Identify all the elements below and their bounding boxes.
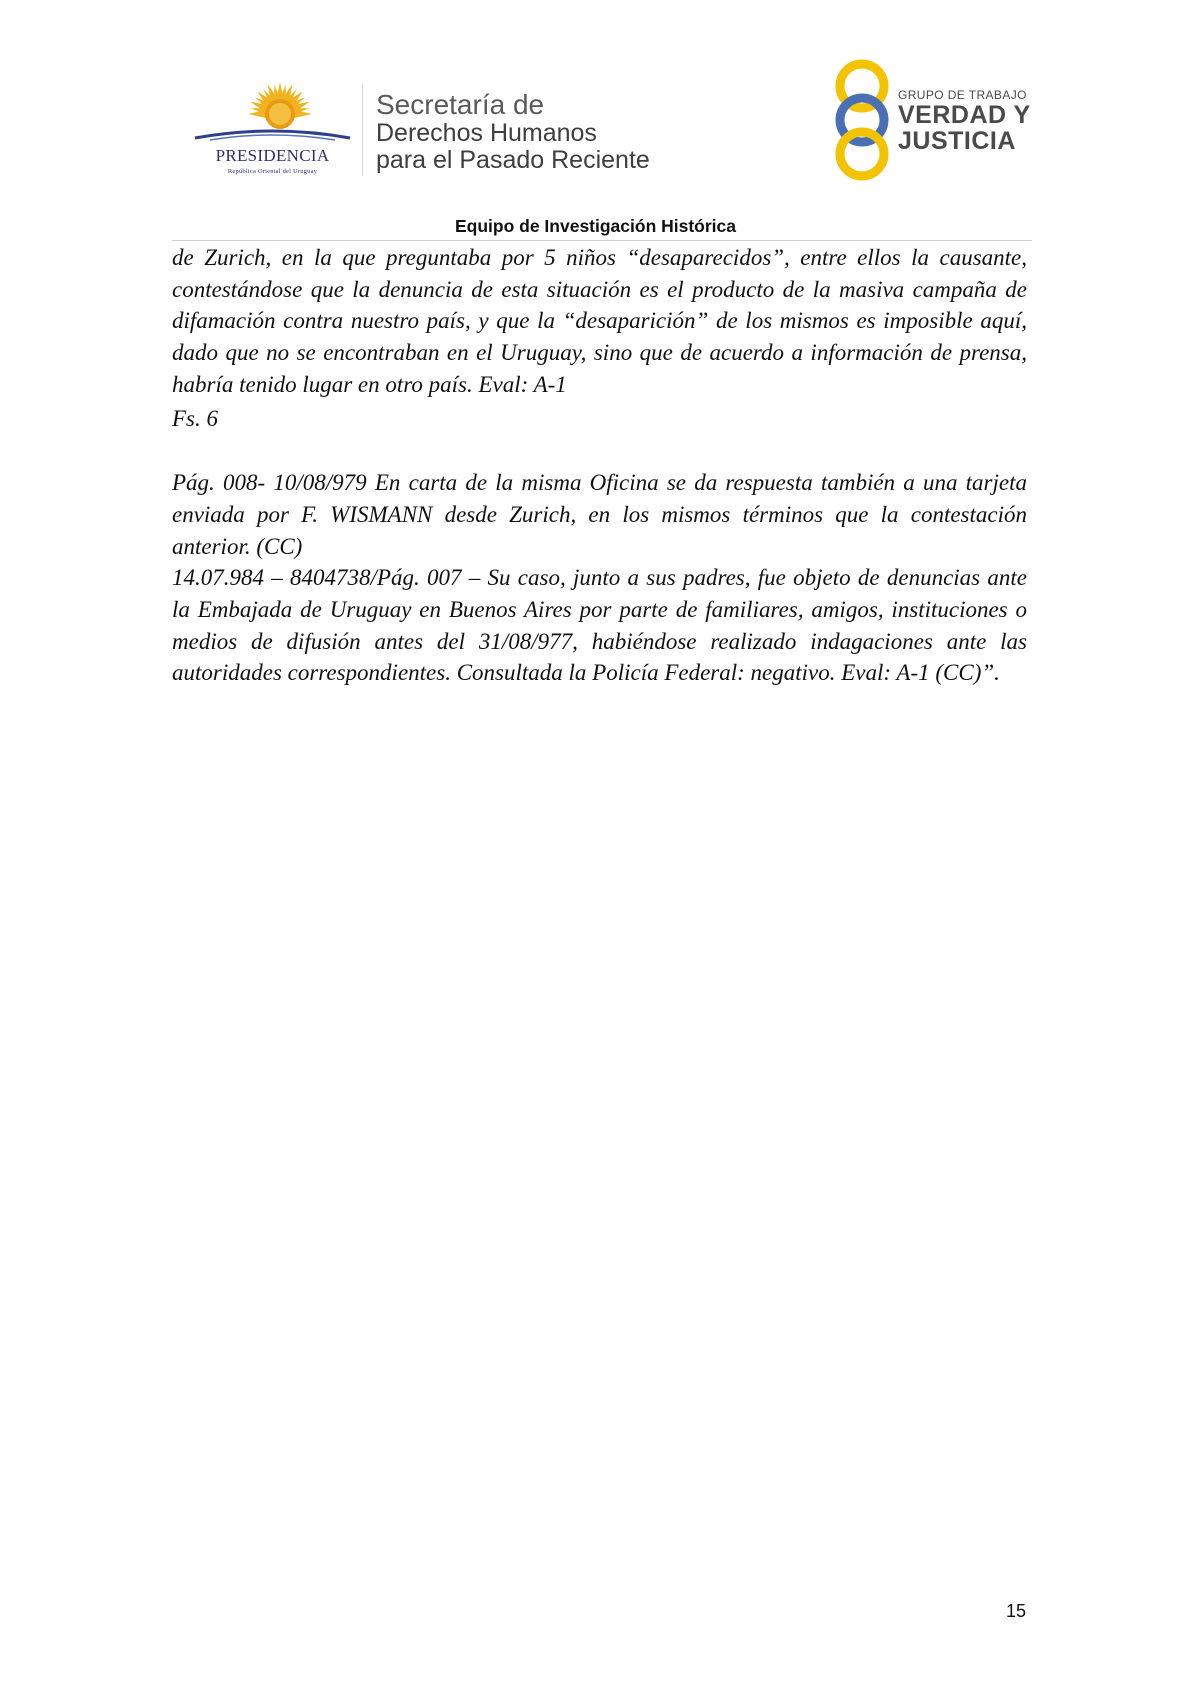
body-paragraph-2: Pág. 008- 10/08/979 En carta de la misma Oficina se da respuesta también a una tarjeta enviada por F. WISMANN desde Zurich, en los mismos términos que la contestación anterior. (CC) — [172, 470, 1027, 559]
body-paragraph-1: de Zurich, en la que preguntaba por 5 niños “desaparecidos”, entre ellos la causante, contestándose que la denuncia de esta situación es el producto de la masiva campaña de difamación contra nuestro país, y que la “desaparición” de los mismos es imposible aquí, dado que no se encontraban en el Uruguay, sino que de acuerdo a información de prensa, habría tenido lugar en otro país. Eval: A-1 — [172, 245, 1027, 397]
verdad-justicia-logo-text — [898, 88, 1031, 154]
linked-rings-icon — [822, 58, 910, 182]
secretaria-line-1: Secretaría de — [376, 89, 545, 120]
verdad-label: VERDAD Y — [898, 101, 1031, 129]
grupo-label: GRUPO DE TRABAJO — [898, 88, 1027, 102]
logo-divider — [362, 84, 363, 176]
paragraph-spacer — [172, 434, 1027, 467]
justicia-label: JUSTICIA — [898, 127, 1016, 155]
presidencia-label: PRESIDENCIA — [215, 146, 330, 165]
presidencia-logo — [190, 80, 355, 180]
header-rule — [172, 240, 1032, 241]
republica-label: República Oriental del Uruguay — [227, 168, 318, 175]
body-paragraph-3: 14.07.984 – 8404738/Pág. 007 – Su caso, junto a sus padres, fue objeto de denuncias ante la Embajada de Uruguay en Buenos Aires por parte de familiares, amigos, instituciones o medios de difusión antes del 31/08/977, habiéndose realizado indagaciones ante las autoridades correspondientes. Consultada la Policía Federal: negativo. Eval: A-1 (CC)”. — [172, 565, 1027, 686]
document-body — [172, 242, 1027, 689]
secretaria-logo-text — [376, 90, 650, 174]
page-number: 15 — [1006, 1601, 1027, 1621]
folio-reference: Fs. 6 — [172, 405, 218, 431]
sun-emblem-icon — [190, 80, 355, 150]
running-header-title: Equipo de Investigación Histórica — [454, 216, 737, 236]
secretaria-line-3: para el Pasado Reciente — [376, 146, 650, 174]
secretaria-line-2: Derechos Humanos — [376, 119, 597, 147]
